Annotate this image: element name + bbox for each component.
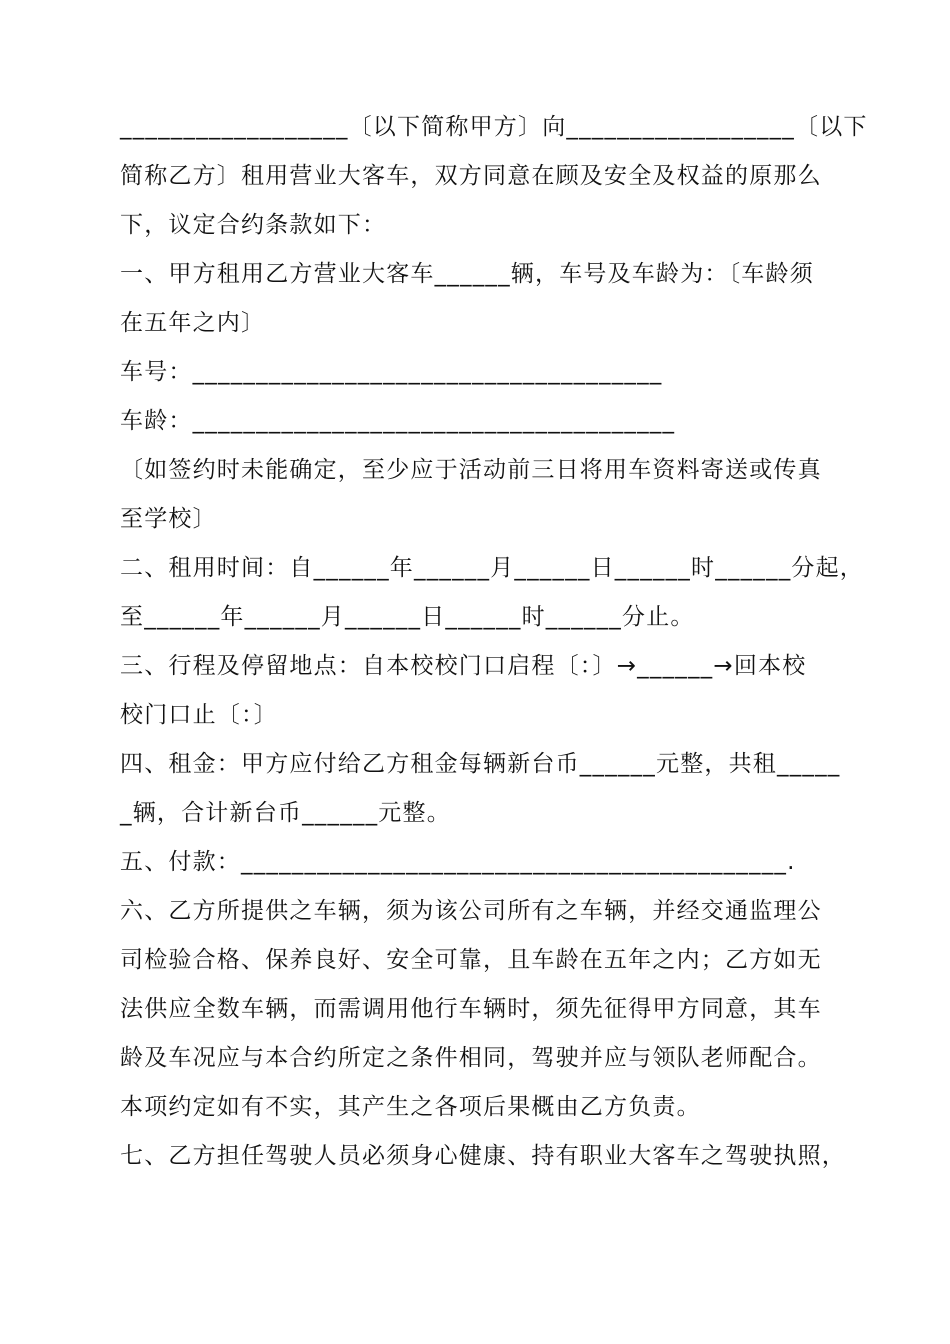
clause-3-line: 三、行程及停留地点：自本校校门口启程〔：〕→______→回本校 — [120, 653, 807, 679]
clause-4-line: 四、租金：甲方应付给乙方租金每辆新台币______元整，共租_____ — [120, 751, 841, 777]
clause-2-line: 二、租用时间：自______年______月______日______时______分起， — [120, 555, 864, 581]
note-line: 〔如签约时未能确定，至少应于活动前三日将用车资料寄送或传真 — [120, 457, 822, 483]
clause-1-line: 一、甲方租用乙方营业大客车______辆，车号及车龄为：〔车龄须 — [120, 261, 814, 287]
clause-6-line: 六、乙方所提供之车辆，须为该公司所有之车辆，并经交通监理公 — [120, 898, 822, 924]
clause-5-line: 五、付款：___________________________________________. — [120, 849, 796, 875]
clause-6-line: 司检验合格、保养良好、安全可靠，且车龄在五年之内；乙方如无 — [120, 947, 822, 973]
paragraph-line: __________________〔以下简称甲方〕向__________________〔以下 — [120, 114, 868, 140]
clause-7-line: 七、乙方担任驾驶人员必须身心健康、持有职业大客车之驾驶执照， — [120, 1143, 846, 1169]
paragraph-line: 简称乙方〕租用营业大客车，双方同意在顾及安全及权益的原那么 — [120, 163, 822, 189]
vehicle-age-line: 车龄：______________________________________ — [120, 408, 676, 434]
note-line: 至学校〕 — [120, 506, 217, 532]
clause-2-line: 至______年______月______日______时______分止。 — [120, 604, 695, 630]
clause-4-line: _辆，合计新台币______元整。 — [120, 800, 451, 826]
clause-6-line: 本项约定如有不实，其产生之各项后果概由乙方负责。 — [120, 1094, 701, 1120]
clause-6-line: 法供应全数车辆，而需调用他行车辆时，须先征得甲方同意，其车 — [120, 996, 822, 1022]
clause-1-line: 在五年之内〕 — [120, 310, 266, 336]
clause-6-line: 龄及车况应与本合约所定之条件相同，驾驶并应与领队老师配合。 — [120, 1045, 822, 1071]
contract-text — [120, 103, 868, 1181]
clause-3-line: 校门口止〔：〕 — [120, 702, 278, 728]
paragraph-line: 下，议定合约条款如下： — [120, 212, 387, 238]
vehicle-number-line: 车号：_____________________________________ — [120, 359, 663, 385]
